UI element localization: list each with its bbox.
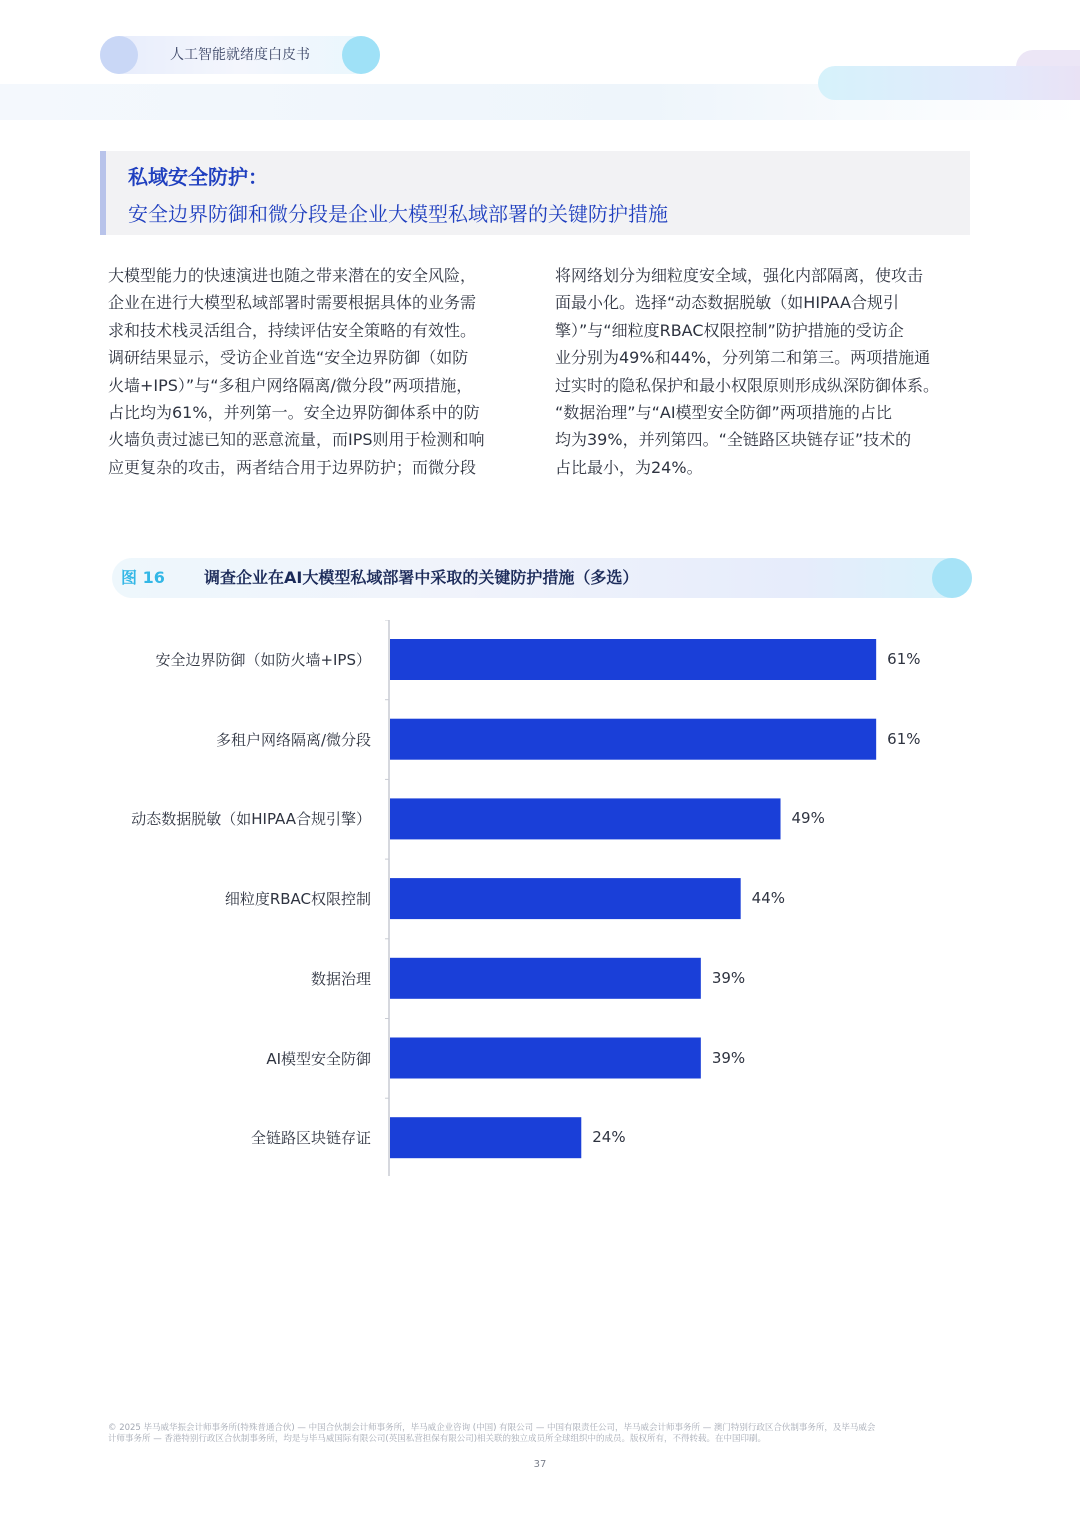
body-line: 企业在进行大模型私域部署时需要根据具体的业务需: [108, 293, 477, 313]
body-column-left: [108, 262, 530, 481]
bar: [390, 798, 781, 839]
value-label: 24%: [592, 1128, 626, 1147]
bar: [390, 719, 876, 760]
corner-decoration: [818, 66, 1080, 100]
value-label: 61%: [887, 729, 921, 748]
header-pill: [100, 36, 380, 74]
page-number: 37: [533, 1459, 547, 1470]
value-label: 61%: [887, 650, 921, 668]
body-line: 面最小化。选择“动态数据脱敏（如HIPAA合规引: [555, 293, 900, 313]
bar: [390, 878, 741, 919]
bar: [390, 1117, 581, 1158]
section-subtitle: 安全边界防御和微分段是企业大模型私域部署的关键防护措施: [128, 202, 668, 226]
footer-line: © 2025 毕马威华振会计师事务所(特殊普通合伙) — 中国合伙制会计师事务所，毕马威企业咨询 (中国) 有限公司 — 中国有限责任公司，毕马威会计师事务所 — 澳门特别行政区合伙制事务所，及毕马威会: [108, 1423, 876, 1433]
bar: [390, 958, 701, 999]
footer-line: 计师事务所 — 香港特别行政区合伙制事务所，均是与毕马威国际有限公司(英国私营担保有限公司)相关联的独立成员所全球组织中的成员。版权所有，不得转载。在中国印刷。: [108, 1434, 767, 1444]
body-line: 占比均为61%，并列第一。安全边界防御体系中的防: [108, 403, 480, 423]
body-line: 火墙+IPS）”与“多租户网络隔离/微分段”两项措施，: [108, 375, 473, 395]
category-label: 细粒度RBAC权限控制: [224, 890, 371, 909]
body-line: 擎）”与“细粒度RBAC权限控制”防护措施的受访企: [555, 320, 904, 340]
figure-caption-dot: [932, 558, 972, 598]
body-line: 调研结果显示，受访企业首选“安全边界防御（如防: [108, 348, 469, 368]
body-line: 大模型能力的快速演进也随之带来潜在的安全风险，: [108, 266, 477, 285]
section-title: 私域安全防护：: [128, 165, 268, 189]
section-heading: [100, 151, 970, 235]
body-line: 将网络划分为细粒度安全域，强化内部隔离，使攻击: [555, 266, 924, 285]
body-line: 均为39%，并列第四。“全链路区块链存证”技术的: [555, 430, 912, 450]
bar: [390, 1038, 701, 1079]
section-accent-bar: [100, 151, 106, 235]
category-label: 安全边界防御（如防火墙+IPS）: [155, 651, 371, 669]
value-label: 39%: [711, 1048, 746, 1067]
value-label: 44%: [751, 889, 786, 908]
body-line: 应更复杂的攻击，两者结合用于边界防护；而微分段: [108, 457, 477, 477]
bar-chart: [100, 620, 980, 1190]
figure-number: 图 16: [121, 568, 165, 587]
copyright-footer: [108, 1423, 974, 1445]
body-line: “数据治理”与“AI模型安全防御”两项措施的占比: [555, 403, 892, 423]
category-label: 数据治理: [310, 969, 371, 988]
body-line: 求和技术栈灵活组合，持续评估安全策略的有效性。: [108, 320, 477, 340]
bar: [390, 639, 876, 680]
category-label: 全链路区块链存证: [250, 1129, 371, 1148]
body-line: 过实时的隐私保护和最小权限原则形成纵深防御体系。: [555, 375, 940, 395]
figure-title: 调查企业在AI大模型私域部署中采取的关键防护措施（多选）: [204, 568, 639, 587]
category-label: 动态数据脱敏（如HIPAA合规引擎）: [131, 810, 371, 829]
body-line: 火墙负责过滤已知的恶意流量，而IPS则用于检测和响: [108, 430, 485, 450]
body-line: 占比最小，为24%。: [555, 457, 703, 477]
category-label: AI模型安全防御: [266, 1049, 371, 1068]
category-label: 多租户网络隔离/微分段: [215, 730, 371, 749]
figure-caption-bar: [112, 558, 972, 598]
body-line: 业分别为49%和44%，分列第二和第三。两项措施通: [555, 348, 931, 368]
body-column-right: [555, 262, 977, 481]
document-title: 人工智能就绪度白皮书: [170, 47, 310, 63]
value-label: 39%: [711, 968, 746, 987]
value-label: 49%: [791, 809, 825, 828]
